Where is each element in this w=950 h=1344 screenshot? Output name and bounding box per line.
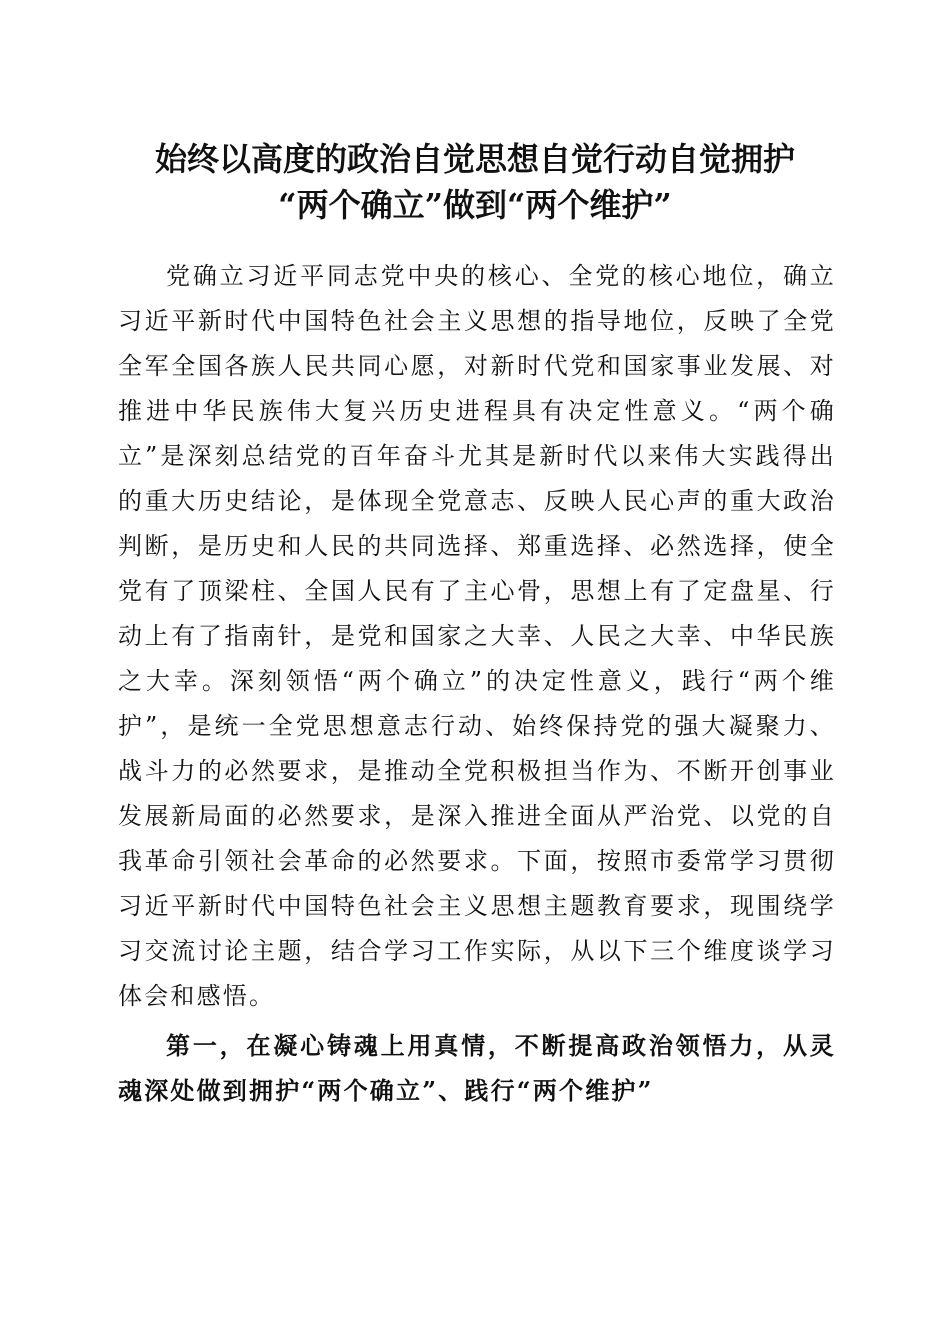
document-body	[118, 254, 836, 1113]
title-line-2: “两个确立”做到“两个维护”	[278, 186, 672, 224]
section-heading-1: 第一，在凝心铸魂上用真情，不断提高政治领悟力，从灵魂深处做到拥护“两个确立”、践行“两个维护”	[118, 1031, 836, 1105]
title-line-1: 始终以高度的政治自觉思想自觉行动自觉拥护	[154, 140, 795, 178]
body-paragraph: 党确立习近平同志党中央的核心、全党的核心地位，确立习近平新时代中国特色社会主义思想的指导地位，反映了全党全军全国各族人民共同心愿，对新时代党和国家事业发展、对推进中华民族伟大复兴历史进程具有决定性意义。“两个确立”是深刻总结党的百年奋斗尤其是新时代以来伟大实践得出的重大历史结论，是体现全党意志、反映人民心声的重大政治判断，是历史和人民的共同选择、郑重选择、必然选择，使全党有了顶梁柱、全国人民有了主心骨，思想上有了定盘星、行动上有了指南针，是党和国家之大幸、人民之大幸、中华民族之大幸。深刻领悟“两个确立”的决定性意义，践行“两个维护”，是统一全党思想意志行动、始终保持党的强大凝聚力、战斗力的必然要求，是推动全党积极担当作为、不断开创事业发展新局面的必然要求，是深入推进全面从严治党、以党的自我革命引领社会革命的必然要求。下面，按照市委常学习贯彻习近平新时代中国特色社会主义思想主题教育要求，现围绕学习交流讨论主题，结合学习工作实际，从以下三个维度谈学习体会和感悟。	[118, 262, 836, 1010]
document-title	[60, 136, 890, 228]
